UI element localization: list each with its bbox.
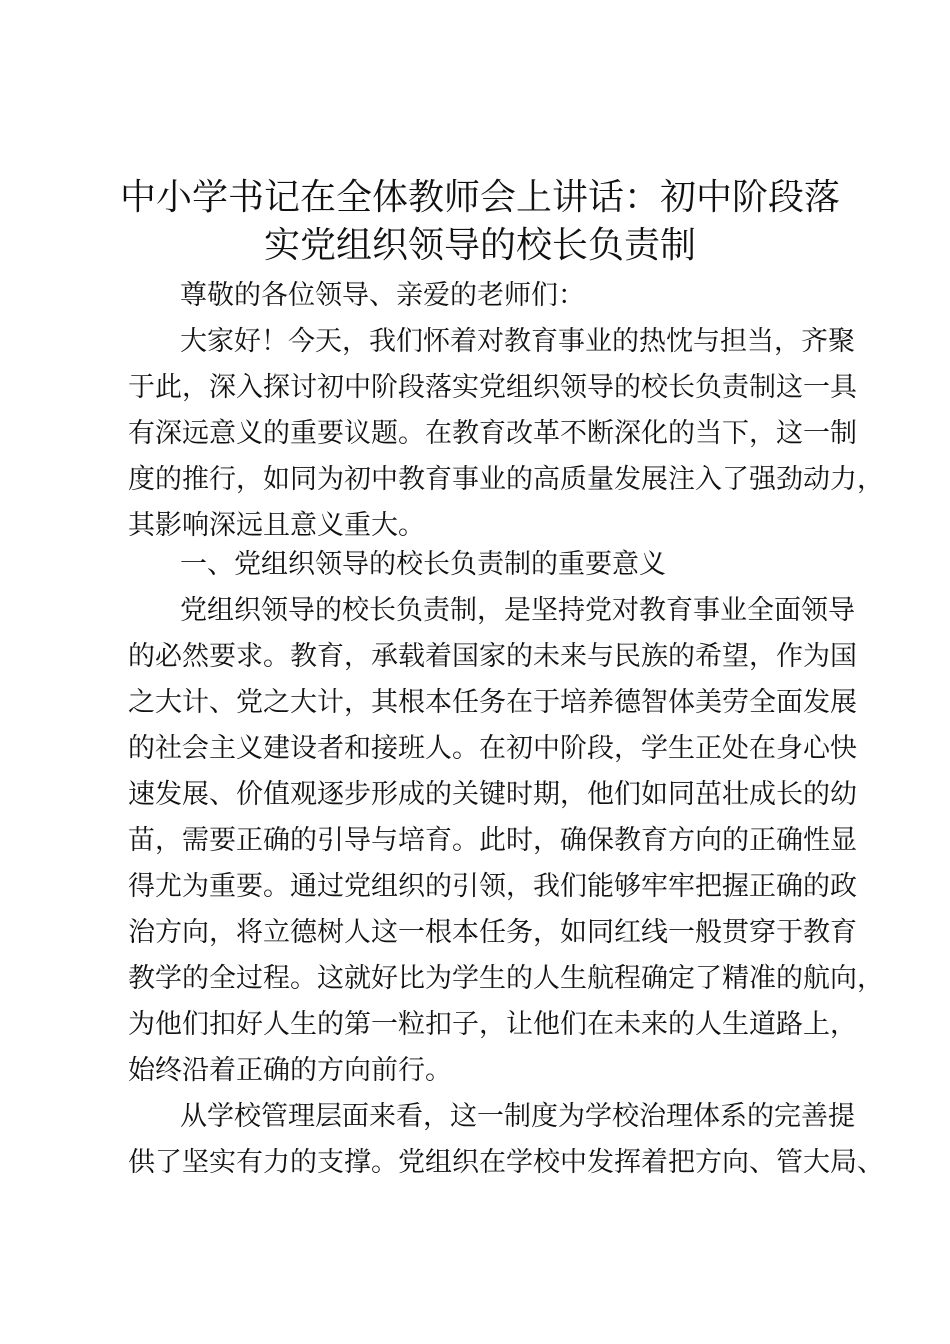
paragraph-line: 从学校管理层面来看，这一制度为学校治理体系的完善提 bbox=[180, 1101, 855, 1132]
paragraph-line: 于此，深入探讨初中阶段落实党组织领导的校长负责制这一具 bbox=[128, 372, 857, 403]
paragraph-line: 苗，需要正确的引导与培育。此时，确保教育方向的正确性显 bbox=[128, 825, 857, 856]
paragraph-line: 治方向，将立德树人这一根本任务，如同红线一般贯穿于教育 bbox=[128, 917, 857, 948]
section-heading: 一、党组织领导的校长负责制的重要意义 bbox=[180, 549, 666, 580]
paragraph-line: 为他们扣好人生的第一粒扣子，让他们在未来的人生道路上， bbox=[128, 1009, 857, 1040]
salutation: 尊敬的各位领导、亲爱的老师们： bbox=[180, 280, 585, 311]
document-title-line-2: 实党组织领导的校长负责制 bbox=[263, 225, 696, 266]
paragraph-line: 党组织领导的校长负责制，是坚持党对教育事业全面领导 bbox=[180, 595, 855, 626]
paragraph-line: 速发展、价值观逐步形成的关键时期，他们如同茁壮成长的幼 bbox=[128, 779, 857, 810]
paragraph-line: 度的推行，如同为初中教育事业的高质量发展注入了强劲动力， bbox=[128, 464, 884, 495]
paragraph-line: 大家好！今天，我们怀着对教育事业的热忱与担当，齐聚 bbox=[180, 326, 855, 357]
paragraph-line: 有深远意义的重要议题。在教育改革不断深化的当下，这一制 bbox=[128, 418, 857, 449]
paragraph-line: 教学的全过程。这就好比为学生的人生航程确定了精准的航向， bbox=[128, 963, 884, 994]
paragraph-line: 其影响深远且意义重大。 bbox=[128, 510, 425, 541]
paragraph-line: 的必然要求。教育，承载着国家的未来与民族的希望，作为国 bbox=[128, 641, 857, 672]
paragraph-line: 之大计、党之大计，其根本任务在于培养德智体美劳全面发展 bbox=[128, 687, 857, 718]
paragraph-line: 始终沿着正确的方向前行。 bbox=[128, 1055, 452, 1086]
document-title-line-1: 中小学书记在全体教师会上讲话：初中阶段落 bbox=[119, 177, 840, 218]
paragraph-line: 的社会主义建设者和接班人。在初中阶段，学生正处在身心快 bbox=[128, 733, 857, 764]
paragraph-line: 供了坚实有力的支撑。党组织在学校中发挥着把方向、管大局、 bbox=[128, 1147, 884, 1178]
paragraph-line: 得尤为重要。通过党组织的引领，我们能够牢牢把握正确的政 bbox=[128, 871, 857, 902]
